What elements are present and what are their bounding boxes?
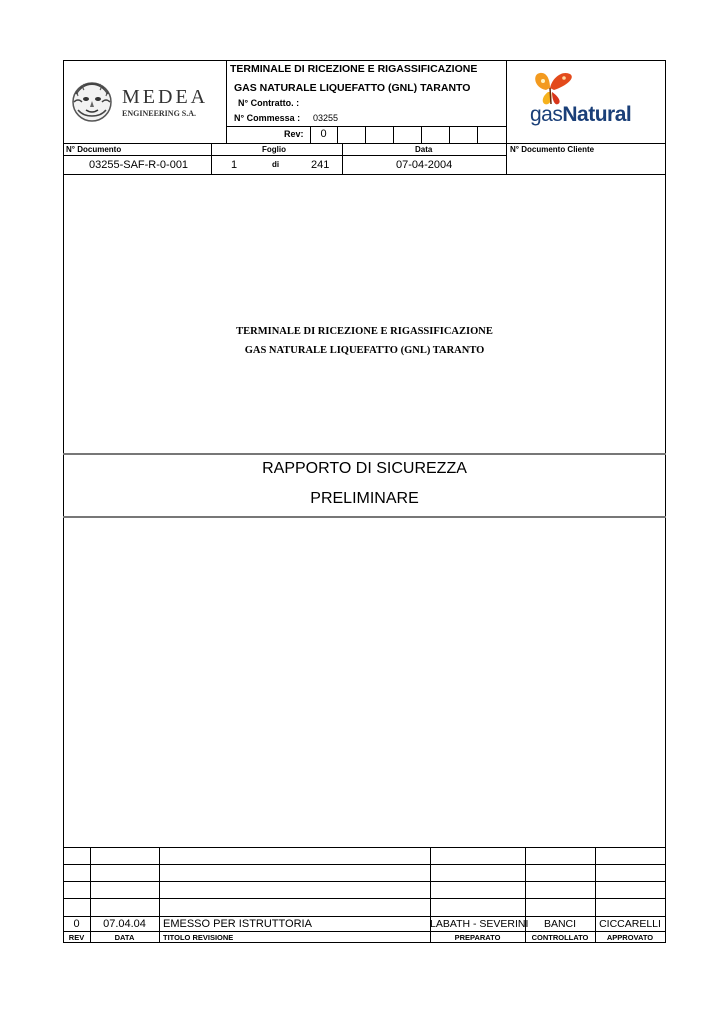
rev-cell-divider-4	[421, 126, 422, 143]
rev-value: 0	[320, 128, 327, 140]
medea-logo	[70, 80, 210, 126]
body-title-line2: GAS NATURALE LIQUEFATTO (GNL) TARANTO	[244, 345, 485, 356]
body-title-line1: TERMINALE DI RICEZIONE E RIGASSIFICAZIONE	[236, 326, 493, 337]
rev-table-row-line-2	[63, 864, 666, 865]
rev-row-approvato: CICCARELLI	[599, 918, 661, 930]
rev-table-row-line-4	[63, 898, 666, 899]
commessa-label: N° Commessa :	[234, 113, 301, 123]
date-label: Data	[415, 145, 433, 154]
rev-row-preparato: LABATH - SEVERINI	[430, 918, 529, 930]
rev-cell-divider-6	[477, 126, 478, 143]
sheet-label: Foglio	[262, 145, 286, 154]
project-title-line2: GAS NATURALE LIQUEFATTO (GNL) TARANTO	[234, 82, 471, 94]
frame-bottom	[63, 942, 666, 943]
of-label: di	[272, 160, 280, 169]
medea-name: MEDEA	[122, 86, 209, 108]
report-box-top	[63, 453, 666, 455]
rev-table-row-line-5	[63, 916, 666, 917]
rev-cell-divider-2	[365, 126, 366, 143]
rev-header-controllato: CONTROLLATO	[531, 933, 589, 942]
doc-label-divider	[63, 155, 506, 156]
rev-cell-divider-3	[393, 126, 394, 143]
doc-number-value: 03255-SAF-R-0-001	[89, 159, 189, 171]
frame-top	[63, 60, 666, 61]
gasnatural-logo	[530, 70, 650, 130]
header-bottom	[63, 143, 666, 144]
rev-row-top	[226, 126, 506, 127]
rev-table-col-2	[159, 847, 160, 942]
header-divider-right	[506, 60, 507, 174]
rev-row-rev: 0	[73, 918, 80, 930]
doc-col-divider-2	[342, 143, 343, 174]
rev-row-titolo: EMESSO PER ISTRUTTORIA	[163, 918, 312, 930]
commessa-value: 03255	[313, 113, 339, 123]
rev-table-row-line-3	[63, 881, 666, 882]
rev-header-approvato: APPROVATO	[606, 933, 654, 942]
rev-header-data: DATA	[114, 933, 135, 942]
rev-label: Rev:	[284, 129, 304, 139]
client-doc-label: N° Documento Cliente	[510, 145, 595, 154]
date-value: 07-04-2004	[396, 159, 453, 171]
report-title-line1: RAPPORTO DI SICUREZZA	[262, 460, 467, 477]
doc-info-bottom	[63, 174, 666, 175]
report-box-bottom	[63, 516, 666, 518]
doc-number-label: N° Documento	[66, 145, 122, 154]
medusa-emblem-icon	[70, 80, 114, 124]
header-divider-left	[226, 60, 227, 144]
rev-cell-divider-1	[337, 126, 338, 143]
sheet-value: 1	[231, 159, 238, 171]
rev-cell-divider-5	[449, 126, 450, 143]
project-title-line1: TERMINALE DI RICEZIONE E RIGASSIFICAZIONE	[230, 63, 478, 75]
rev-header-rev: REV	[68, 933, 85, 942]
contract-label: N° Contratto. :	[238, 98, 300, 108]
gasnatural-text-light: gas	[530, 103, 563, 126]
total-sheets-value: 241	[311, 159, 330, 171]
rev-row-data: 07.04.04	[103, 918, 146, 930]
gasnatural-wordmark	[530, 103, 631, 127]
gasnatural-text-bold: Natural	[562, 103, 632, 126]
rev-header-titolo: TITOLO REVISIONE	[163, 933, 234, 942]
rev-table-header-line	[63, 931, 666, 932]
report-title-line2: PRELIMINARE	[310, 490, 419, 507]
medea-subtitle: ENGINEERING S.A.	[122, 109, 197, 118]
rev-table-row-line-1	[63, 847, 666, 848]
rev-row-controllato: BANCI	[543, 918, 577, 930]
doc-col-divider-1	[211, 143, 212, 174]
rev-header-preparato: PREPARATO	[454, 933, 501, 942]
